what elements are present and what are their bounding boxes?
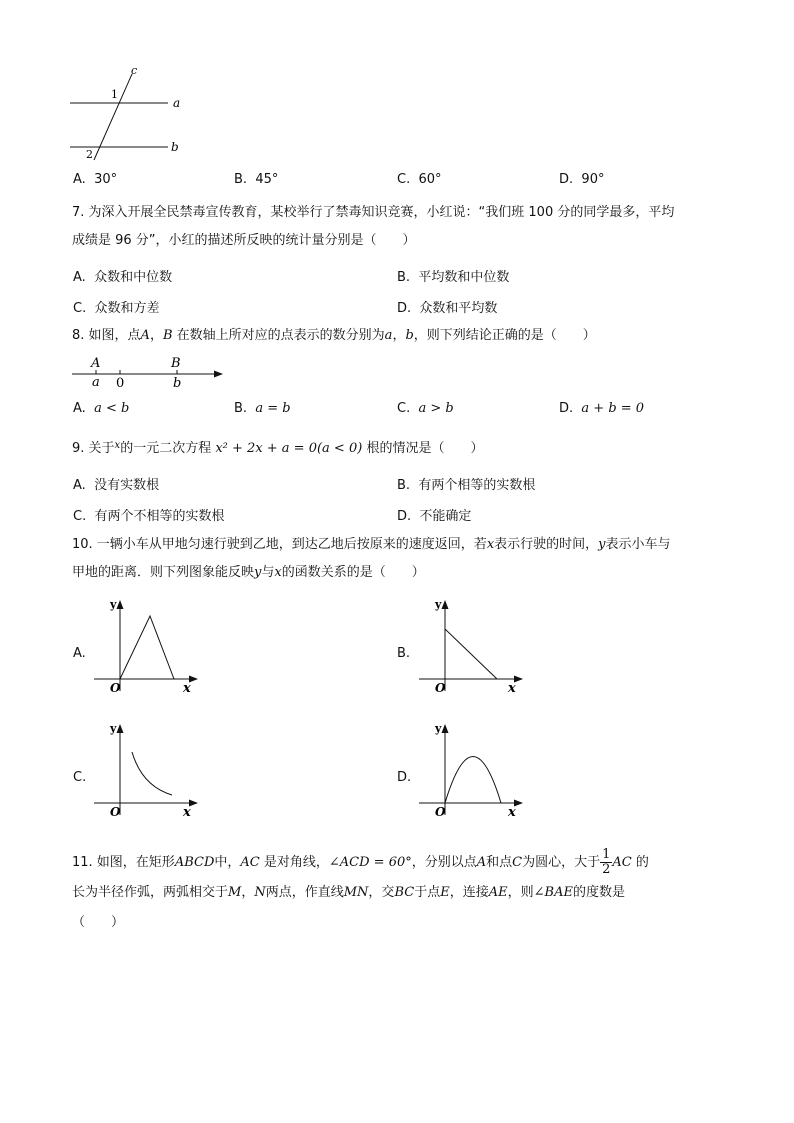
q8-option-d[interactable]: D. a + b = 0 (559, 401, 645, 416)
graph-c-curve (132, 752, 172, 795)
y-label: y (435, 598, 442, 611)
number-line-figure (66, 352, 231, 392)
q9-option-d[interactable]: D. 不能确定 (397, 509, 472, 524)
y-axis-arrow (442, 724, 449, 733)
q6-option-a[interactable]: A. 30° (73, 172, 118, 187)
x-label: x (183, 805, 191, 820)
point-A-label: A (91, 356, 101, 371)
label-c: c (131, 64, 138, 77)
q10-graph-c[interactable] (90, 720, 205, 822)
parallel-lines-figure (60, 62, 200, 162)
q9-option-b[interactable]: B. 有两个相等的实数根 (397, 478, 536, 493)
y-label: y (110, 598, 117, 611)
point-B-label: B (171, 356, 181, 371)
q8-option-b[interactable]: B. a = b (234, 401, 291, 416)
q11-stem: 11. 如图，在矩形ABCD中，AC 是对角线，∠ACD = 60°，分别以点A和点C为圆心，大于 $\frac{1}{2}$ AC 的 长为半径作弧，两弧相交于M，N两点，作直线MN，交BC于点E，连接AE，则∠BAE的度数是 （ ） (72, 847, 649, 930)
y-axis-arrow (117, 600, 124, 609)
origin-label: O (435, 681, 446, 695)
q9-stem: 9. 关于$^x$的一元二次方程 x² + 2x + a = 0(a < 0) 根的情况是（ ） (72, 440, 484, 456)
origin-label: O (435, 805, 446, 819)
q7-option-b[interactable]: B. 平均数和中位数 (397, 270, 510, 285)
origin-label: O (110, 805, 121, 819)
q7-stem: 7. 为深入开展全民禁毒宣传教育，某校举行了禁毒知识竞赛，小红说：“我们班 100 分的同学最多，平均 成绩是 96 分”，小红的描述所反映的统计量分别是（ ） (72, 205, 675, 248)
axis-arrow (214, 371, 223, 378)
graph-b-line (445, 629, 497, 679)
x-label: x (183, 681, 191, 696)
q10-graph-d[interactable] (415, 720, 530, 822)
graph-d-curve (445, 757, 501, 804)
y-label: y (110, 722, 117, 735)
y-axis-arrow (117, 724, 124, 733)
q10-option-b-letter[interactable]: B. (397, 646, 411, 661)
q9-option-c[interactable]: C. 有两个不相等的实数根 (73, 509, 225, 524)
q7-option-d[interactable]: D. 众数和平均数 (397, 301, 498, 316)
q8-stem: 8. 如图，点A，B 在数轴上所对应的点表示的数分别为a，b，则下列结论正确的是（ ） (72, 328, 596, 343)
q7-option-c[interactable]: C. 众数和方差 (73, 301, 160, 316)
angle-1-label: 1 (111, 88, 118, 101)
q10-stem: 10. 一辆小车从甲地匀速行驶到乙地，到达乙地后按原来的速度返回，若x表示行驶的时间，y表示小车与 甲地的距离．则下列图象能反映y与x的函数关系的是（ ） (72, 537, 671, 580)
q10-graph-b[interactable] (415, 596, 530, 698)
graph-a-curve (120, 616, 174, 679)
q7-option-a[interactable]: A. 众数和中位数 (73, 270, 173, 285)
y-axis-arrow (442, 600, 449, 609)
x-label: x (508, 805, 516, 820)
angle-2-label: 2 (86, 148, 93, 161)
value-a-label: a (92, 375, 100, 390)
value-b-label: b (173, 376, 182, 391)
q8-option-a[interactable]: A. a < b (73, 401, 130, 416)
x-label: x (508, 681, 516, 696)
y-label: y (435, 722, 442, 735)
q8-option-c[interactable]: C. a > b (397, 401, 454, 416)
q10-graph-a[interactable] (90, 596, 205, 698)
q6-option-b[interactable]: B. 45° (234, 172, 279, 187)
q6-option-d[interactable]: D. 90° (559, 172, 605, 187)
q10-option-d-letter[interactable]: D. (397, 770, 412, 785)
fraction-one-half: $\frac{1}{2}$ (602, 847, 611, 877)
label-b: b (171, 140, 179, 154)
q10-option-c-letter[interactable]: C. (73, 770, 87, 785)
q6-option-c[interactable]: C. 60° (397, 172, 442, 187)
q10-option-a-letter[interactable]: A. (73, 646, 86, 661)
label-a: a (173, 96, 181, 110)
q9-option-a[interactable]: A. 没有实数根 (73, 478, 160, 493)
value-0-label: 0 (116, 376, 125, 391)
origin-label: O (110, 681, 121, 695)
